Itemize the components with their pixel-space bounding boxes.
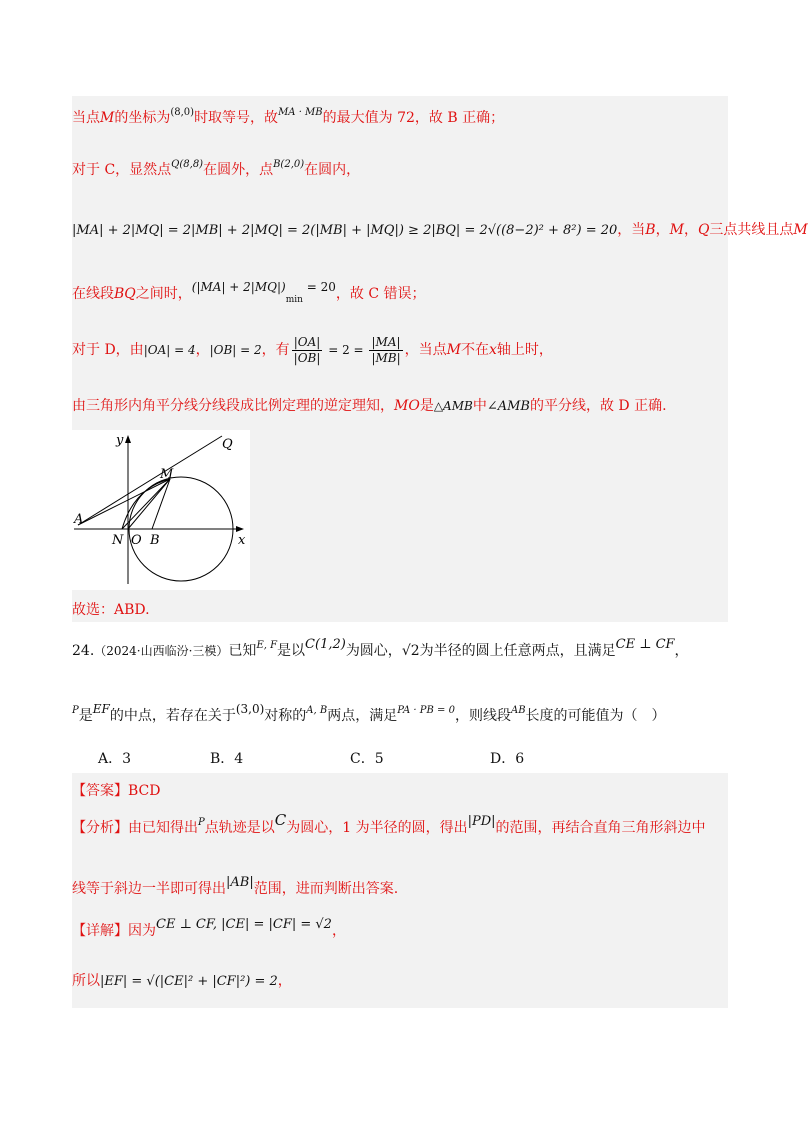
answer-line: 【答案】BCD — [72, 783, 161, 799]
fraction-oa-ob: $\frac{|OA|}{|OB|}$ — [293, 334, 321, 365]
label-o: O — [131, 533, 142, 548]
choice-c[interactable]: C．5 — [350, 751, 384, 767]
label-y: y — [116, 433, 124, 448]
geometry-figure — [72, 430, 250, 590]
label-b: B — [150, 533, 160, 548]
select-line: 故选：ABD. — [72, 602, 150, 618]
line-n-m — [122, 479, 170, 529]
label-x: x — [238, 533, 246, 548]
x-axis-arrow — [236, 526, 244, 532]
question-line-2: $^P$是EF的中点，若存在关于(3,0)对称的$^{A, B}$两点，满足$^{PA \cdot PB = 0}$，则线段$^{AB}$长度的可能值为（ ） — [72, 702, 666, 724]
label-n: N — [112, 533, 124, 548]
choice-b[interactable]: B．4 — [210, 751, 244, 767]
text-line-6: 由三角形内角平分线分线段成比例定理的逆定理知，MO是△AMB中∠AMB的平分线，故 D 正确. — [72, 398, 667, 414]
text-line-1: 当点M的坐标为$^{(8,0)}$时取等号，故$^{MA \cdot MB}$的最大值为 72，故 B 正确； — [72, 107, 505, 126]
choice-d[interactable]: D．6 — [490, 751, 525, 767]
solution-block-top — [72, 96, 808, 622]
detail-line-2: 所以|EF| = √(|CE|² + |CF|²) = 2， — [72, 973, 292, 989]
analysis-line-1: 【分析】由已知得出$^P$点轨迹是以C为圆心，1 为半径的圆，得出|PD|的范围，再结合直角三角形斜边中 — [72, 811, 706, 836]
text-line-4: 在线段BQ之间时，$(|MA| + 2|MQ|)_{min} = 20$，故 C 错误； — [72, 280, 426, 305]
circle-diagram — [72, 430, 250, 590]
detail-line-1: 【详解】因为CE ⊥ CF, |CE| = |CF| = √2， — [72, 917, 346, 939]
line-o-m — [128, 479, 170, 529]
text-line-3: |MA| + 2|MQ| = 2|MB| + 2|MQ| = 2(|MB| + |MQ|) ≥ 2|BQ| = 2√((8−2)² + 8²) = 20，当B，M，Q三点共线且点M — [72, 222, 808, 238]
text-line-2: 对于 C，显然点$^{Q(8,8)}$在圆外，点$^{B(2,0)}$在圆内， — [72, 159, 361, 178]
analysis-line-2: 线等于斜边一半即可得出|AB|范围，进而判断出答案. — [72, 875, 399, 897]
question-line-1: 24.（2024·山西临汾·三模）已知$^{E, F}$是以C(1,2)为圆心，√2为半径的圆上任意两点，且满足CE ⊥ CF， — [72, 637, 689, 659]
label-m: M — [160, 467, 174, 482]
text-line-5: 对于 D，由|OA| = 4，|OB| = 2，有 $\frac{|OA|}{|OB|}$ = 2 = $\frac{|MA|}{|MB|}$ ，当点M不在x轴上时， — [72, 334, 553, 365]
answer-block — [72, 773, 728, 1008]
label-a: A — [74, 512, 84, 527]
y-axis-arrow — [125, 435, 131, 443]
fraction-ma-mb: $\frac{|MA|}{|MB|}$ — [371, 334, 401, 365]
label-q: Q — [222, 437, 233, 452]
choice-a[interactable]: A．3 — [98, 751, 132, 767]
